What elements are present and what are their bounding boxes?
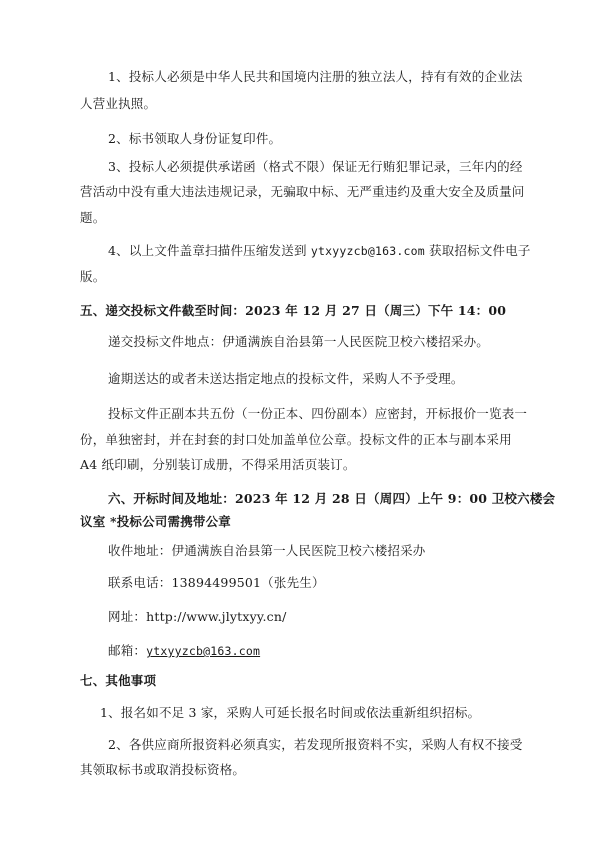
- other-1-line: 1、报名如不足 3 家，采购人可延长报名时间或依法重新组织招标。: [100, 705, 481, 720]
- email-link[interactable]: ytxyyzcb@163.com: [146, 644, 261, 658]
- website-line: 网址：http://www.jlytxyy.cn/: [108, 609, 287, 624]
- copies-line-3: A4 纸印刷，分别装订成册，不得采用活页装订。: [80, 457, 356, 472]
- section-6-line-1: 六、开标时间及地址：2023 年 12 月 28 日（周四）上午 9：00 卫校六楼会: [108, 491, 556, 506]
- other-2-line-2: 其领取标书或取消投标资格。: [80, 762, 246, 777]
- copies-line-1: 投标文件正副本共五份（一份正本、四份副本）应密封，开标报价一览表一: [108, 406, 528, 421]
- receiving-address: 收件地址：伊通满族自治县第一人民医院卫校六楼招采办: [108, 543, 426, 558]
- email-label: 邮箱：: [108, 643, 147, 658]
- section-7-heading: 七、其他事项: [80, 673, 157, 688]
- req-1-line-2: 人营业执照。: [80, 96, 157, 111]
- req-3-line-3: 题。: [80, 210, 106, 225]
- email-line: [108, 643, 260, 659]
- other-2-line-1: 2、各供应商所报资料必须真实，若发现所报资料不实，采购人有权不接受: [108, 737, 523, 752]
- submission-location: 递交投标文件地点：伊通满族自治县第一人民医院卫校六楼招采办。: [108, 334, 490, 349]
- req-4-text-a: 4、以上文件盖章扫描件压缩发送到: [108, 243, 307, 258]
- contact-phone: 联系电话：13894499501（张先生）: [108, 575, 325, 590]
- copies-line-2: 份，单独密封，并在封套的封口处加盖单位公章。投标文件的正本与副本采用: [80, 432, 512, 447]
- req-4-text-b: 获取招标文件电子: [429, 243, 531, 258]
- req-3-line-2: 营活动中没有重大违法违规记录，无骗取中标、无严重违约及重大安全及质量问: [80, 184, 525, 199]
- req-4-line-2: 版。: [80, 269, 106, 284]
- req-1-line-1: 1、投标人必须是中华人民共和国境内注册的独立法人，持有有效的企业法: [108, 69, 523, 84]
- req-2-line: 2、标书领取人身份证复印件。: [108, 131, 282, 146]
- req-4-line-1: [108, 243, 531, 259]
- req-3-line-1: 3、投标人必须提供承诺函（格式不限）保证无行贿犯罪记录，三年内的经: [108, 159, 523, 174]
- section-5-heading: 五、递交投标文件截至时间：2023 年 12 月 27 日（周三）下午 14：00: [80, 303, 507, 318]
- late-submission-note: 逾期送达的或者未送达指定地点的投标文件，采购人不予受理。: [108, 371, 464, 386]
- req-4-email: ytxyyzcb@163.com: [310, 244, 425, 258]
- section-6-line-2: 议室 *投标公司需携带公章: [80, 514, 231, 529]
